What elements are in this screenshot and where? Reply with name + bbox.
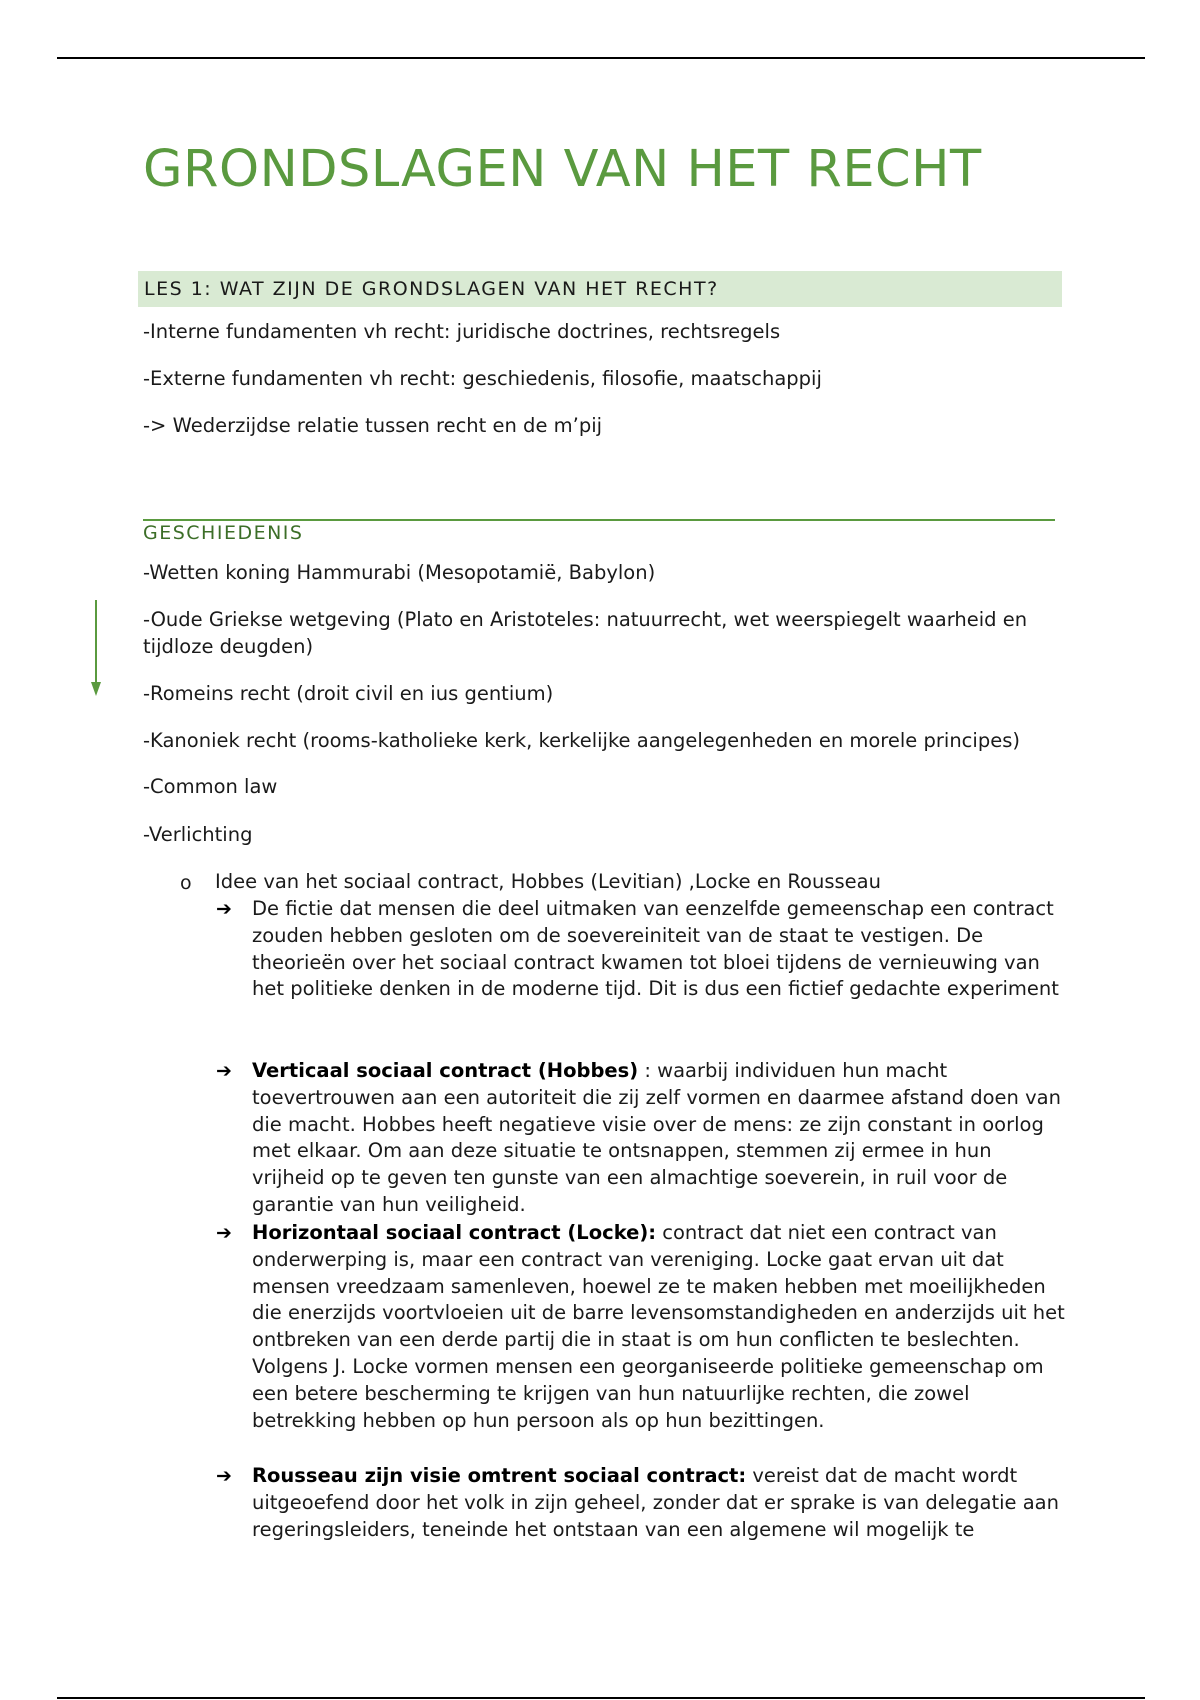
arrow-item-bold: Rousseau zijn visie omtrent sociaal contract: xyxy=(252,1464,747,1487)
history-item: -Kanoniek recht (rooms-katholieke kerk, kerkelijke aangelegenheden en morele principes) xyxy=(143,729,1020,752)
arrow-right-icon: ➔ xyxy=(216,898,232,920)
bottom-border-line xyxy=(57,1697,1145,1699)
arrow-item-bold: Horizontaal sociaal contract (Locke): xyxy=(252,1221,657,1244)
arrow-item-body: vereist dat de macht wordt uitgeoefend door het volk in zijn geheel, zonder dat er sprake is van delegatie aan regeringsleiders, teneinde het ontstaan van een algemene wil mogelijk te xyxy=(252,1464,1059,1541)
page-title: GRONDSLAGEN VAN HET RECHT xyxy=(143,140,982,199)
sub-bullet-text: Idee van het sociaal contract, Hobbes (Levitian) ,Locke en Rousseau xyxy=(215,870,881,893)
arrow-item-text xyxy=(252,896,1068,1003)
sub-bullet-marker: o xyxy=(180,872,192,894)
top-border-line xyxy=(57,57,1145,59)
section-heading-rule xyxy=(143,519,1055,521)
lesson-heading: LES 1: WAT ZIJN DE GRONDSLAGEN VAN HET RECHT? xyxy=(138,271,1062,307)
arrow-item-body: De fictie dat mensen die deel uitmaken van eenzelfde gemeenschap een contract zouden hebben gesloten om de soevereiniteit van de staat te vestigen. De theorieën over het sociaal contract kwamen tot bloei tijdens de vernieuwing van het politieke denken in de moderne tijd. Dit is dus een fictief gedachte experiment xyxy=(252,897,1059,1001)
arrow-item-text xyxy=(252,1220,1068,1434)
history-item: -Oude Griekse wetgeving (Plato en Aristoteles: natuurrecht, wet weerspiegelt waarheid en tijdloze deugden) xyxy=(143,608,1028,658)
history-item: -Romeins recht (droit civil en ius gentium) xyxy=(143,682,554,705)
arrow-right-icon: ➔ xyxy=(216,1465,232,1487)
section-heading: GESCHIEDENIS xyxy=(143,522,304,544)
timeline-arrow-icon xyxy=(88,598,104,698)
arrow-item-bold: Verticaal sociaal contract (Hobbes) xyxy=(252,1059,639,1082)
intro-line-3: -> Wederzijdse relatie tussen recht en de m’pij xyxy=(143,414,603,437)
arrow-item-body: : waarbij individuen hun macht toevertrouwen aan een autoriteit die zij zelf vormen en daarmee afstand doen van die macht. Hobbes heeft negatieve visie over de mens: ze zijn constant in oorlog met elkaar. Om aan deze situatie te ontsnappen, stemmen zij ermee in hun vrijheid op te geven ten gunste van een almachtige soeverein, in ruil voor de garantie van hun veiligheid. xyxy=(252,1059,1061,1216)
history-item: -Wetten koning Hammurabi (Mesopotamië, Babylon) xyxy=(143,561,656,584)
arrow-item-text xyxy=(252,1058,1068,1219)
history-item: -Verlichting xyxy=(143,823,253,846)
arrow-item-body: contract dat niet een contract van onderwerping is, maar een contract van vereniging. Locke gaat ervan uit dat mensen vreedzaam samenleven, hoewel ze te maken hebben met moeilijkheden die enerzijds voortvloeien uit de barre levensomstandigheden en anderzijds uit het ontbreken van een derde partij die in staat is om hun conflicten te beslechten. Volgens J. Locke vormen mensen een georganiseerde politieke gemeenschap om een betere bescherming te krijgen van hun natuurlijke rechten, die zowel betrekking hebben op hun persoon als op hun bezittingen. xyxy=(252,1221,1065,1432)
history-item: -Common law xyxy=(143,775,278,798)
arrow-right-icon: ➔ xyxy=(216,1222,232,1244)
arrow-item-text xyxy=(252,1463,1068,1543)
intro-line-1: -Interne fundamenten vh recht: juridische doctrines, rechtsregels xyxy=(143,320,781,343)
intro-line-2: -Externe fundamenten vh recht: geschiedenis, filosofie, maatschappij xyxy=(143,367,822,390)
arrow-right-icon: ➔ xyxy=(216,1060,232,1082)
